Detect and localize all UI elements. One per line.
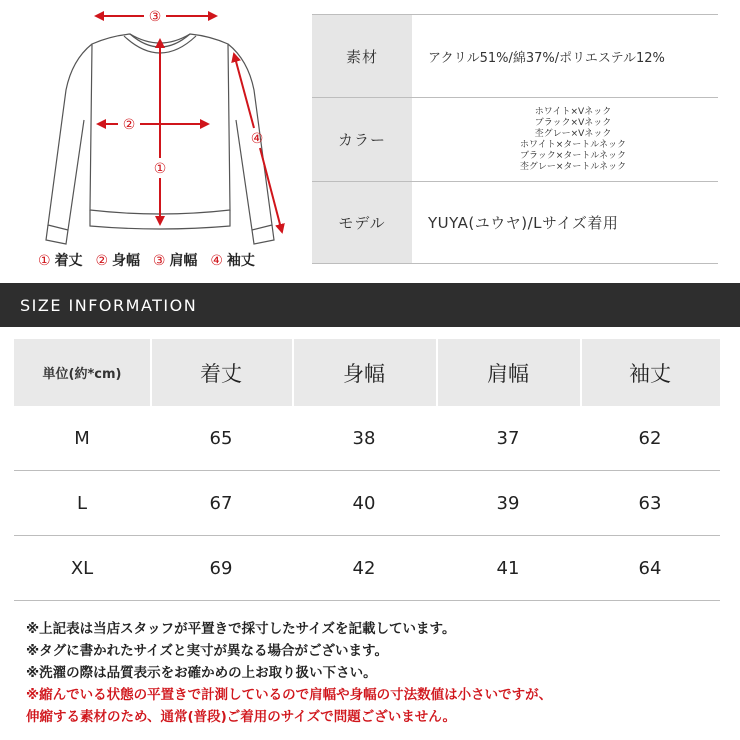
header-divider bbox=[292, 339, 294, 406]
size-information-banner: SIZE INFORMATION bbox=[0, 283, 740, 327]
model-label: モデル bbox=[312, 182, 412, 263]
color-item: 杢グレー×Vネック bbox=[534, 128, 612, 139]
color-item: ホワイト×Vネック bbox=[534, 106, 612, 117]
model-value: YUYA(ユウヤ)/Lサイズ着用 bbox=[428, 214, 619, 232]
table-row bbox=[14, 406, 720, 471]
legend-item: ② 身幅 bbox=[95, 253, 140, 269]
size-table-header bbox=[14, 339, 720, 406]
material-value: アクリル51%/綿37%/ポリエステル12% bbox=[428, 50, 665, 66]
note-line-warning: ※縮んでいる状態の平置きで計測しているので肩幅や身幅の寸法数値は小さいですが、 bbox=[26, 687, 553, 703]
note-line: ※上記表は当店スタッフが平置きで採寸したサイズを記載しています。 bbox=[26, 621, 456, 637]
table-row bbox=[14, 536, 720, 601]
table-cell: 69 bbox=[209, 557, 233, 579]
legend-item: ③ 肩幅 bbox=[152, 253, 198, 269]
marker-length: ① bbox=[153, 161, 167, 177]
table-cell: 63 bbox=[638, 492, 662, 514]
marker-width: ② bbox=[122, 117, 136, 133]
size-label: XL bbox=[70, 557, 94, 579]
table-cell: 62 bbox=[638, 427, 662, 449]
spec-row-color bbox=[312, 98, 718, 182]
table-cell: 42 bbox=[352, 557, 376, 579]
header-divider bbox=[436, 339, 438, 406]
spec-table bbox=[312, 14, 718, 264]
size-label: M bbox=[74, 427, 90, 449]
color-item: ブラック×タートルネック bbox=[519, 150, 627, 161]
column-header: 身幅 bbox=[343, 361, 385, 386]
note-line: ※タグに書かれたサイズと実寸が異なる場合がございます。 bbox=[26, 643, 388, 659]
spec-row-model bbox=[312, 182, 718, 264]
notes bbox=[26, 618, 726, 728]
table-cell: 40 bbox=[352, 492, 376, 514]
legend-item: ① 着丈 bbox=[38, 253, 83, 269]
column-header: 袖丈 bbox=[629, 361, 671, 386]
table-cell: 65 bbox=[209, 427, 233, 449]
diagram-legend bbox=[38, 250, 298, 272]
unit-label: 単位(約*cm) bbox=[42, 367, 122, 382]
table-row bbox=[14, 471, 720, 536]
color-label: カラー bbox=[312, 98, 412, 181]
marker-shoulder: ③ bbox=[148, 9, 162, 25]
spec-row-material bbox=[312, 14, 718, 98]
table-cell: 64 bbox=[638, 557, 662, 579]
color-list bbox=[412, 98, 718, 181]
color-item: ホワイト×タートルネック bbox=[519, 139, 626, 150]
header-divider bbox=[150, 339, 152, 406]
color-item: ブラック×Vネック bbox=[534, 117, 612, 128]
header-divider bbox=[580, 339, 582, 406]
material-label: 素材 bbox=[312, 15, 412, 97]
table-cell: 38 bbox=[352, 427, 376, 449]
column-header: 肩幅 bbox=[487, 361, 529, 386]
note-line-warning: 伸縮する素材のため、通常(普段)ご着用のサイズで問題ございません。 bbox=[26, 709, 457, 725]
note-line: ※洗濯の際は品質表示をお確かめの上お取り扱い下さい。 bbox=[26, 665, 377, 681]
table-cell: 39 bbox=[496, 492, 520, 514]
color-item: 杢グレー×タートルネック bbox=[519, 161, 627, 172]
table-cell: 37 bbox=[496, 427, 520, 449]
table-cell: 41 bbox=[496, 557, 520, 579]
legend-item: ④ 袖丈 bbox=[210, 253, 255, 269]
sweater-illustration bbox=[0, 0, 300, 250]
table-cell: 67 bbox=[209, 492, 233, 514]
size-label: L bbox=[76, 492, 88, 514]
marker-sleeve: ④ bbox=[250, 131, 264, 147]
sleeve-arrow-top bbox=[234, 54, 254, 128]
column-header: 着丈 bbox=[200, 361, 242, 386]
garment-diagram bbox=[0, 0, 300, 280]
